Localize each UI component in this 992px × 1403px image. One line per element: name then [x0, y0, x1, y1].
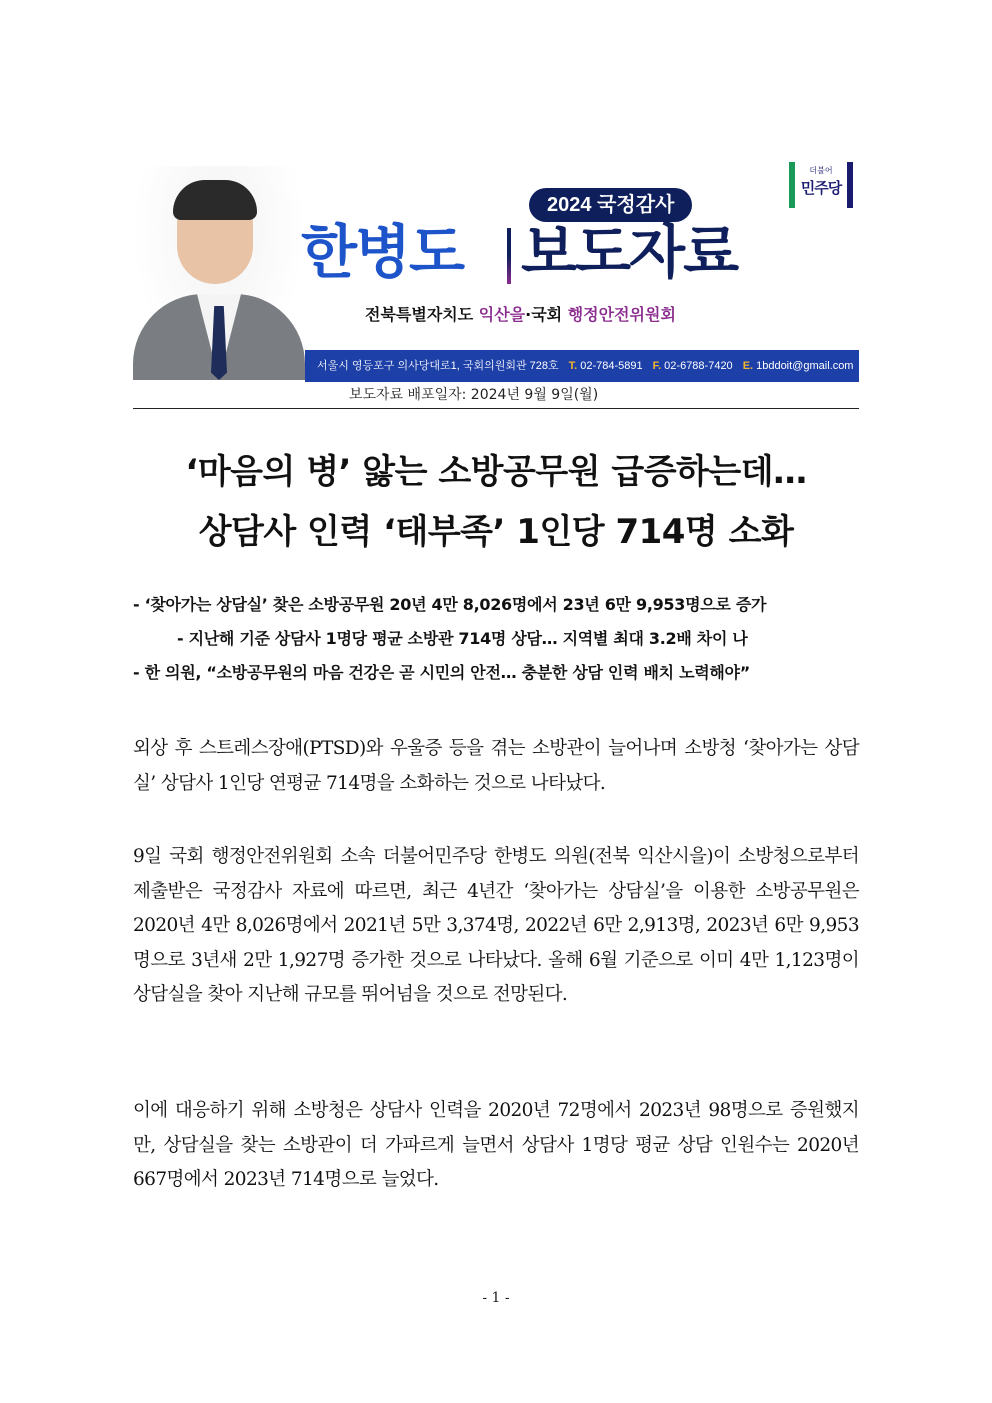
- photo-hair: [173, 180, 257, 220]
- party-logo: [789, 162, 853, 208]
- lawmaker-photo: [133, 166, 305, 380]
- office-address: 서울시 영등포구 의사당대로1, 국회의원회관 728호: [317, 360, 559, 372]
- release-date: 보도자료 배포일자: 2024년 9월 9일(월): [349, 387, 599, 403]
- email-address: 1bddoit@gmail.com: [756, 360, 854, 372]
- tel-number: 02-784-5891: [580, 360, 643, 372]
- party-logo-small-text: 더불어: [809, 166, 833, 175]
- email-key: E.: [742, 360, 754, 372]
- subtitle-committee: 행정안전위원회: [567, 305, 676, 324]
- header-rule: [133, 408, 859, 409]
- subtitle-district: 익산을: [478, 305, 526, 324]
- header-subtitle: [365, 302, 676, 325]
- subtitle-mid: ·국회: [525, 305, 568, 324]
- fax-key: F.: [652, 360, 662, 372]
- subtitle-region: 전북특별자치도: [365, 305, 479, 324]
- body-paragraph-3: 이에 대응하기 위해 소방청은 상담사 인력을 2020년 72명에서 2023년 98명으로 증원했지만, 상담실을 찾는 소방관이 더 가파르게 늘면서 상담사 1명당 평균 상담 인원수는 2020년 667명에서 2023년 714명으로 늘었다.: [133, 1100, 859, 1190]
- summary-bullet-1: - ‘찾아가는 상담실’ 찾은 소방공무원 20년 4만 8,026명에서 23년 6만 9,953명으로 증가: [133, 595, 767, 614]
- summary-bullet-2: - 지난해 기준 상담사 1명당 평균 소방관 714명 상담… 지역별 최대 3.2배 차이 나: [177, 629, 748, 648]
- tel-key: T.: [568, 360, 578, 372]
- header-divider: [507, 228, 511, 284]
- lawmaker-name: 한병도: [301, 218, 464, 286]
- fax-number: 02-6788-7420: [664, 360, 733, 372]
- audit-year-badge: 2024 국정감사: [529, 188, 692, 222]
- body-paragraph-2: 9일 국회 행정안전위원회 소속 더불어민주당 한병도 의원(전북 익산시을)이 소방청으로부터 제출받은 국정감사 자료에 따르면, 최근 4년간 ‘찾아가는 상담실’을 이용한 소방공무원은 2020년 4만 8,026명에서 2021년 5만 3,374명, 2022년 6만 2,913명, 2023년 6만 9,953명으로 3년새 2만 1,927명 증가한 것으로 나타났다. 올해 6월 기준으로 이미 4만 1,123명이 상담실을 찾아 지난해 규모를 뛰어넘을 것으로 전망된다.: [133, 846, 859, 1005]
- page-number: - 1 -: [482, 1290, 510, 1306]
- summary-bullet-3: - 한 의원, “소방공무원의 마음 건강은 곧 시민의 안전… 충분한 상담 인력 배치 노력해야”: [133, 663, 750, 682]
- body-paragraph-1: 외상 후 스트레스장애(PTSD)와 우울증 등을 겪는 소방관이 늘어나며 소방청 ‘찾아가는 상담실’ 상담사 1인당 연평균 714명을 소화하는 것으로 나타났다.: [133, 738, 859, 794]
- party-logo-text: 민주당: [800, 179, 842, 197]
- headline-line-2: 상담사 인력 ‘태부족’ 1인당 714명 소화: [198, 512, 794, 552]
- contact-bar: [305, 350, 859, 382]
- headline-line-1: ‘마음의 병’ 앓는 소방공무원 급증하는데…: [185, 452, 807, 492]
- press-release-header: [133, 158, 859, 382]
- press-release-label: 보도자료: [521, 218, 738, 286]
